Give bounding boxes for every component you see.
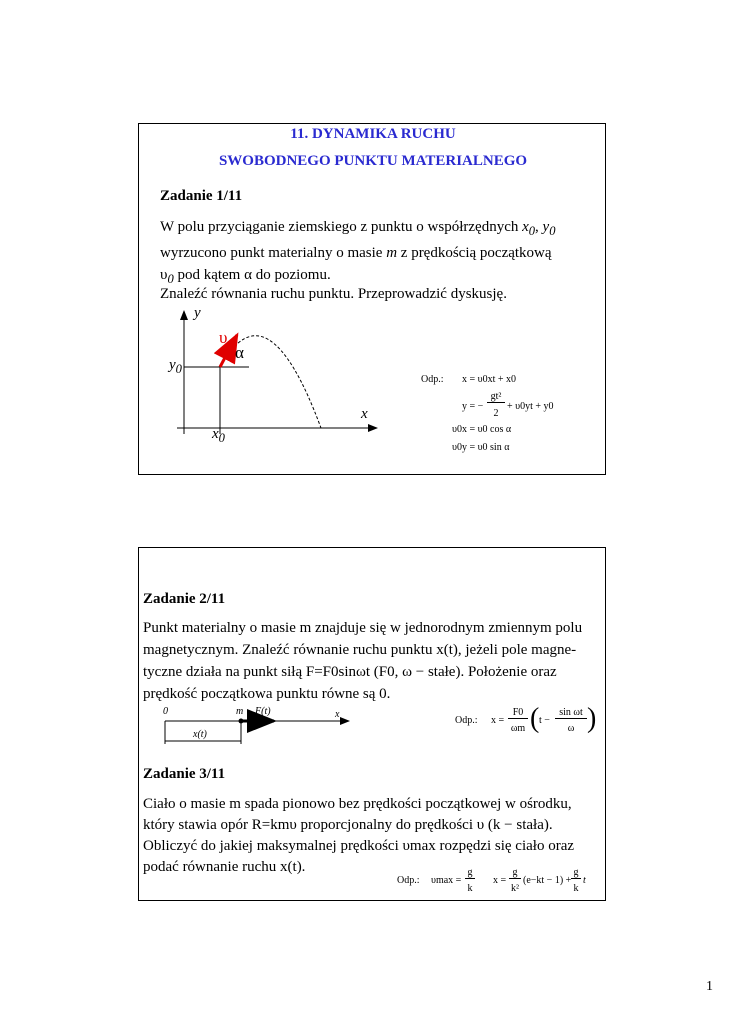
task-3-line-1: Ciało o masie m spada pionowo bez prędkości początkowej w ośrodku, [143,796,572,812]
answer-3-x-numerator-2: g [571,867,581,879]
answer-2-lhs: x = [491,715,505,726]
origin-label: 0 [163,706,168,717]
task-2-line-4: prędkość początkowa punktu równe są 0. [143,686,391,702]
task-1-question: Znaleźć równania ruchu punktu. Przeprowadzić dyskusję. [160,286,507,302]
answer-label: Odp.: [421,374,444,385]
task-2-line-3: tyczne działa na punkt siłą F=F0sinωt (F0, ω − stałe). Położenie oraz [143,664,557,680]
task-2-heading: Zadanie 2/11 [143,591,226,607]
task-1-text: W polu przyciąganie ziemskiego z punktu o współrzędnych $x_0$, $y_0$ wyrzucono punkt materialny o masie m z prędkością początkową $\upsilon_0$ pod kątem α do poziomu. [160,219,556,286]
task-3-line-2: który stawia opór R=kmυ proporcjonalny do prędkości υ (k − stała). [143,817,553,833]
answer-2-denominator: ωm [510,723,526,734]
x0-label: $x_0$ [212,426,225,445]
x-axis-label-2: x [335,709,340,720]
answer-2-inner-denominator: ω [567,723,575,734]
answer-3-vmax-numerator: g [465,867,475,879]
task-3-line-4: podać równanie ruchu x(t). [143,859,306,875]
slide-title-line-1: 11. DYNAMIKA RUCHU [290,126,456,142]
answer-2-inner-numerator: sin ωt [555,707,587,719]
answer-3-x-lhs: x = [493,875,507,886]
y-axis-label: y [194,305,201,321]
answer-eq-2-denominator: 2 [493,408,499,419]
alpha-label: α [235,343,244,362]
answer-3-x-numerator-1: g [509,867,521,879]
task-2-line-1: Punkt materialny o masie m znajduje się w jednorodnym zmiennym polu [143,620,583,636]
answer-2-numerator: F0 [508,707,528,719]
answer-3-vmax-lhs: υmax = [431,875,462,886]
slide-1 [138,123,606,475]
distance-label: x(t) [193,729,207,740]
answer-3-x-denominator-2: k [573,883,579,894]
task-3-heading: Zadanie 3/11 [143,766,226,782]
task-heading: Zadanie 1/11 [160,188,243,204]
task-2-line-2: magnetycznym. Znaleźć równanie ruchu punktu x(t), jeżeli pole magne- [143,642,577,658]
answer-3-x-middle: (e−kt − 1) + [523,875,572,886]
answer-eq-4: υ0y = υ0 sin α [452,442,510,453]
force-label: F(t) [255,706,271,717]
answer-2-right-paren: ) [587,703,597,734]
answer-eq-2-numerator: gt² [487,391,505,403]
slide-title-line-2: SWOBODNEGO PUNKTU MATERIALNEGO [218,153,528,169]
projectile-diagram [139,124,607,476]
y0-label: $y_0$ [169,357,182,376]
answer-2-label: Odp.: [455,715,478,726]
answer-3-x-t: t [583,875,586,886]
task-3-line-3: Obliczyć do jakiej maksymalnej prędkości υmax rozpędzi się ciało oraz [143,838,575,854]
v0-label: $\upsilon_0$ [219,328,233,351]
answer-eq-2-right: + υ0yt + y0 [507,401,554,412]
answer-3-label: Odp.: [397,875,420,886]
mass-label: m [236,706,244,717]
answer-3-x-denominator-1: k² [511,883,519,894]
answer-eq-1: x = υ0xt + x0 [462,374,517,385]
slide-2 [138,547,606,901]
answer-2-left-paren: ( [530,703,540,734]
page-number: 1 [706,979,713,994]
answer-3-vmax-denominator: k [467,883,473,894]
answer-2-inner-t: t − [539,715,550,726]
x-axis-label: x [361,406,368,422]
answer-eq-2-left: y = − [462,401,484,412]
answer-eq-3: υ0x = υ0 cos α [452,424,512,435]
